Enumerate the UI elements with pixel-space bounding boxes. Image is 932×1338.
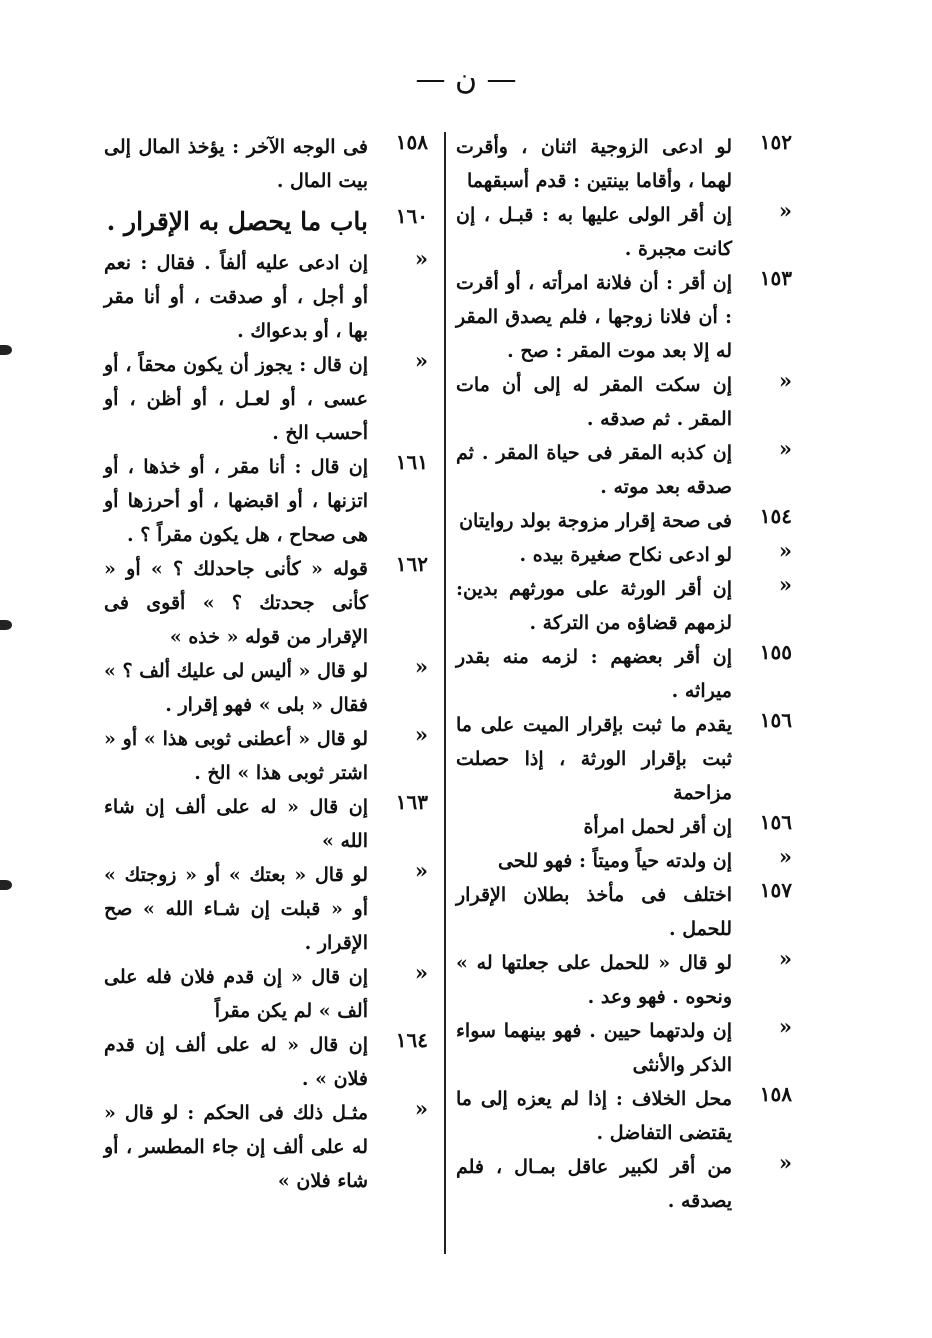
ditto-mark: « (414, 722, 428, 747)
entry (104, 722, 428, 790)
entry-text: اختلف فى مأخذ بطلان الإقرار للحمل . (456, 884, 732, 940)
entry (456, 266, 792, 368)
entry-number: ١٥٦ (759, 810, 792, 834)
ditto-mark: « (778, 436, 792, 461)
entry-text: من أقر لكبير عاقل بمـال ، فلم يصدقه . (456, 1156, 732, 1212)
entry-text: إن سكت المقر له إلى أن مات المقر . ثم صدقه . (456, 374, 732, 430)
ditto-mark: « (414, 1096, 428, 1121)
entry-text: إن قال « له على ألف إن قدم فلان » . (104, 1034, 368, 1090)
entry (456, 436, 792, 504)
entry (456, 810, 792, 844)
ditto-mark: « (414, 246, 428, 271)
entry-number: ١٥٤ (759, 504, 792, 528)
ditto-mark: « (414, 654, 428, 679)
entry (104, 552, 428, 654)
ditto-mark: « (778, 1150, 792, 1175)
ditto-mark: « (778, 1014, 792, 1039)
ditto-mark: « (778, 572, 792, 597)
entry (456, 1150, 792, 1218)
scan-mark (0, 620, 12, 630)
ditto-mark: « (414, 348, 428, 373)
section-title (104, 204, 428, 240)
entry-text: إن ادعى عليه ألفاً . فقال : نعم أو أجل ، أو صدقت ، أو أنا مقر بها ، أو بدعواك . (104, 252, 368, 342)
ditto-mark: « (778, 946, 792, 971)
entry (456, 640, 792, 708)
page-header: — ن — (415, 62, 517, 97)
ditto-mark: « (778, 844, 792, 869)
entry-number: ١٦١ (395, 450, 428, 474)
right-column (456, 130, 792, 1218)
entry-text: باب ما يحصل به الإقرار . (106, 207, 368, 236)
entry-number: ١٥٣ (759, 266, 792, 290)
entry-text: إن قال « إن قدم فلان فله على ألف » لم يكن مقراً (104, 966, 368, 1022)
entry-text: إن قال « له على ألف إن شاء الله » (104, 796, 368, 852)
entry-text: لو قال « للحمل على جعلتها له » ونحوه . فهو وعد . (456, 952, 732, 1008)
ditto-mark: « (778, 198, 792, 223)
entry (456, 130, 792, 198)
entry (104, 858, 428, 960)
entry-text: قوله « كأنى جاحدلك ؟ » أو « كأنى جحدتك ؟ » أقوى فى الإقرار من قوله « خذه » (104, 558, 368, 648)
entry-text: لو ادعى الزوجية اثنان ، وأقرت لهما ، وأقاما بينتين : قدم أسبقهما (456, 136, 732, 192)
entry (456, 368, 792, 436)
entry-text: إن أقر الورثة على مورثهم بدين: لزمهم قضاؤه من التركة . (456, 578, 732, 634)
entry-number: ١٥٦ (759, 708, 792, 732)
entry-text: إن ولدتهما حيين . فهو بينهما سواء الذكر والأنثى (456, 1020, 732, 1076)
entry-text: إن أقر الولى عليها به : قبـل ، إن كانت مجبرة . (456, 204, 732, 260)
entry (104, 348, 428, 450)
entry-text: إن كذبه المقر فى حياة المقر . ثم صدقه بعد موته . (456, 442, 732, 498)
entry-text: مثـل ذلك فى الحكم : لو قال « له على ألف إن جاء المطسر ، أو شاء فلان » (104, 1102, 368, 1192)
entry (104, 790, 428, 858)
entry-number: ١٥٥ (759, 640, 792, 664)
ditto-mark: « (778, 368, 792, 393)
entry-text: لو قال « أليس لى عليك ألف ؟ » فقال « بلى » فهو إقرار . (104, 660, 368, 716)
scan-mark (0, 345, 12, 355)
entry-text: يقدم ما ثبت بإقرار الميت على ما ثبت بإقرار الورثة ، إذا حصلت مزاحمة (456, 714, 732, 804)
entry-number: ١٥٨ (759, 1082, 792, 1106)
entry-number: ١٦٣ (395, 790, 428, 814)
entry (456, 572, 792, 640)
entry-text: فى صحة إقرار مزوجة بولد روايتان (459, 510, 732, 532)
entry-text: لو قال « بعتك » أو « زوجتك » أو « قبلت إن شـاء الله » صح الإقرار . (104, 864, 368, 954)
entry (456, 198, 792, 266)
entry-text: محل الخلاف : إذا لم يعزه إلى ما يقتضى التفاضل . (456, 1088, 732, 1144)
entry-number: ١٥٨ (395, 130, 428, 154)
entry-text: إن أقر : أن فلانة امرأته ، أو أقرت : أن فلانا زوجها ، فلم يصدق المقر له إلا بعد موت المقر : صح . (456, 272, 732, 362)
entry-text: لو ادعى نكاح صغيرة بيده . (519, 544, 732, 566)
ditto-mark: « (414, 858, 428, 883)
entry (456, 1082, 792, 1150)
entry-number: ١٥٢ (759, 130, 792, 154)
scan-mark (0, 880, 12, 890)
entry-number: ١٦٢ (395, 552, 428, 576)
entry-text: إن قال : يجوز أن يكون محقاً ، أو عسى ، أو لعـل ، أو أظن ، أو أحسب الخ . (104, 354, 368, 444)
left-column (104, 130, 428, 1198)
entry (104, 1096, 428, 1198)
entry-text: لو قال « أعطنى ثوبى هذا » أو « اشتر ثوبى هذا » الخ . (104, 728, 368, 784)
entry (456, 878, 792, 946)
ditto-mark: « (778, 538, 792, 563)
entry-number: ١٥٧ (759, 878, 792, 902)
entry (456, 504, 792, 538)
entry (456, 844, 792, 878)
entry (104, 960, 428, 1028)
entry (456, 538, 792, 572)
ditto-mark: « (414, 960, 428, 985)
entry (104, 450, 428, 552)
entry (104, 246, 428, 348)
entry-number: ١٦٤ (395, 1028, 428, 1052)
entry (456, 1014, 792, 1082)
entry-number: ١٦٠ (395, 204, 428, 228)
column-divider (444, 132, 446, 1254)
entry-text: إن أقر بعضهم : لزمه منه بقدر ميراثه . (456, 646, 732, 702)
entry (104, 1028, 428, 1096)
entry (104, 130, 428, 198)
entry-text: إن أقر لحمل امرأة (583, 816, 732, 838)
entry-text: إن قال : أنا مقر ، أو خذها ، أو اتزنها ، أو اقبضها ، أو أحرزها أو هى صحاح ، هل يكون مقراً ؟ . (104, 456, 368, 546)
entry-text: فى الوجه الآخر : يؤخذ المال إلى بيت المال . (104, 136, 368, 192)
entry (456, 946, 792, 1014)
entry (104, 654, 428, 722)
entry (456, 708, 792, 810)
entry-text: إن ولدته حياً وميتاً : فهو للحى (497, 850, 732, 872)
